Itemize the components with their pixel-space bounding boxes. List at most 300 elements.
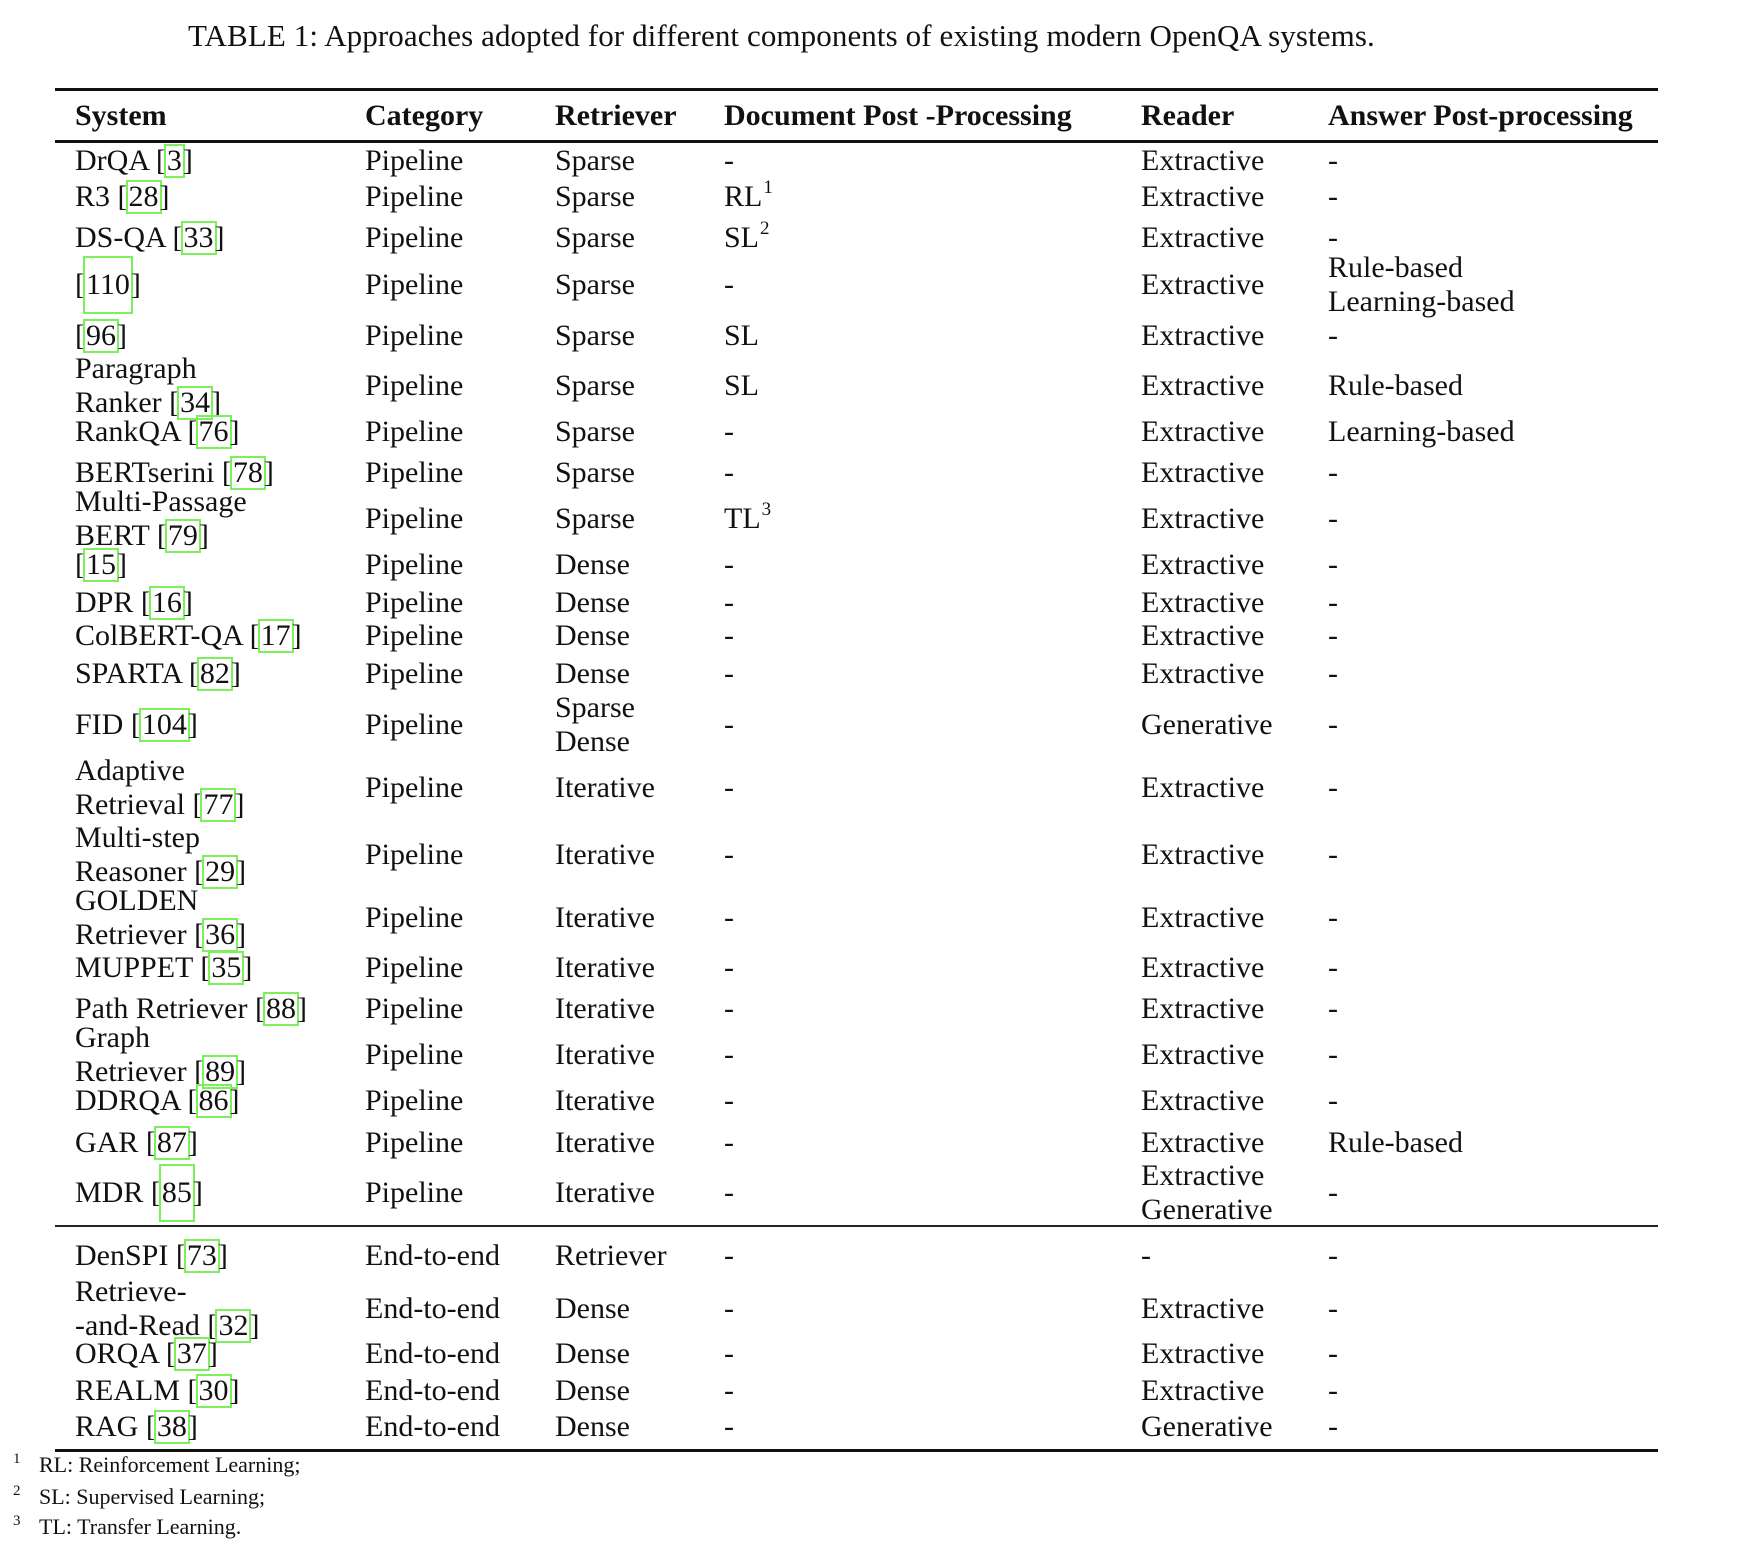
cell-retriever [555,1030,655,1080]
header-category: Category [365,99,484,132]
cell-document-post-processing [724,1333,734,1374]
cell-category [365,754,463,821]
cell-category-text: Pipeline [365,619,464,652]
cell-category-text: Pipeline [365,548,464,581]
citation-link[interactable]: 33 [183,220,214,254]
cell-category [365,1228,500,1284]
cell-document-post-processing [724,1164,734,1222]
cell-document-post-processing [724,1284,734,1333]
cell-document-post-processing-text: - [724,144,734,177]
cell-category-text: Pipeline [365,707,464,741]
cell-retriever [555,1080,655,1122]
cell-reader [1141,411,1264,452]
cell-reader-text: Extractive [1141,456,1265,489]
cell-category [365,494,463,544]
cell-system [75,1407,198,1446]
cell-reader-text: - [1141,1239,1151,1272]
cell-reader-text: Extractive [1141,267,1265,301]
cell-document-post-processing-text: - [724,456,734,489]
system-name-line: DDRQA [86] [75,1084,240,1117]
cell-retriever [555,452,635,494]
citation-link[interactable]: 85 [161,1166,193,1220]
cell-answer-post-processing [1328,310,1338,361]
header-system: System [75,99,167,132]
system-name-line: Reasoner [29] [75,854,247,888]
cell-reader-text: Extractive [1141,1038,1265,1071]
citation-link[interactable]: 77 [203,787,234,821]
cell-reader [1141,452,1264,494]
cell-document-post-processing-text: - [724,414,734,448]
system-name-line: Multi-Passage [75,485,247,518]
citation-link[interactable]: 37 [176,1336,207,1370]
cell-retriever [555,690,635,758]
cell-retriever-text: Dense [555,657,630,690]
citation-link[interactable]: 87 [156,1126,187,1159]
cell-answer-post-processing [1328,653,1338,695]
system-name-line: Retriever [89] [75,1055,247,1088]
system-name-line: GAR [87] [75,1126,198,1159]
cell-category [365,586,463,619]
cell-document-post-processing-text: - [724,1291,734,1325]
cell-answer-post-processing-text: - [1328,1038,1338,1071]
cell-reader-text: Extractive [1141,657,1265,690]
cell-category-text: Pipeline [365,657,464,690]
footnote-item: 1 RL: Reinforcement Learning; [13,1451,301,1477]
system-name-line: DS-QA [33] [75,220,225,254]
cell-answer-post-processing [1328,586,1338,619]
cell-retriever [555,216,635,259]
cell-reader-text: Extractive [1141,1336,1265,1370]
cell-reader-text: Extractive [1141,180,1265,213]
cell-reader-text: Extractive [1141,950,1265,984]
cell-category [365,178,463,216]
cell-document-post-processing [724,216,770,259]
cell-document-post-processing-text: - [724,267,734,301]
citation-link[interactable]: 30 [198,1373,229,1407]
cell-category-text: Pipeline [365,1038,464,1071]
cell-reader [1141,1080,1264,1122]
cell-reader-text: Extractive [1141,369,1265,402]
cell-reader [1141,1122,1264,1164]
cell-document-post-processing [724,1030,734,1080]
cell-reader-text: Extractive [1141,502,1265,535]
cell-category-text: Pipeline [365,1126,464,1159]
cell-retriever [555,1228,667,1284]
cell-answer-post-processing [1328,494,1338,544]
cell-answer-post-processing [1328,1284,1338,1333]
cell-answer-post-processing-text: Learning-based [1328,284,1515,318]
cell-answer-post-processing [1328,1228,1338,1284]
cell-reader-text: Extractive [1141,992,1265,1025]
cell-retriever-text: Dense [555,619,630,652]
cell-reader [1141,544,1264,586]
cell-retriever-text: Iterative [555,900,655,934]
cell-retriever [555,619,630,653]
cell-category-text: End-to-end [365,1239,500,1272]
cell-category [365,1407,500,1446]
citation-link[interactable]: 28 [128,180,159,213]
cell-document-post-processing [724,144,734,178]
cell-document-post-processing [724,310,759,361]
cell-system [75,1122,198,1164]
citation-link[interactable]: 3 [166,144,182,177]
cell-reader [1141,947,1264,988]
cell-retriever-text: Sparse [555,220,635,254]
table-caption: TABLE 1: Approaches adopted for different components of existing modern OpenQA systems. [188,18,1375,53]
citation-link[interactable]: 88 [265,992,296,1025]
cell-category-text: End-to-end [365,1409,500,1443]
cell-document-post-processing-text: - [724,1373,734,1407]
cell-answer-post-processing [1328,361,1463,411]
cell-document-post-processing-text: SL$^2$ [724,217,770,254]
footnote-marker: 2 [760,217,770,239]
system-name-line: BERT [79] [75,519,209,552]
cell-retriever [555,947,655,988]
cell-answer-post-processing-text: - [1328,456,1338,489]
cell-answer-post-processing-text: - [1328,548,1338,581]
cell-reader-text: Extractive [1141,619,1265,652]
cell-answer-post-processing [1328,988,1338,1030]
cell-retriever [555,1122,655,1164]
cell-answer-post-processing-text: Learning-based [1328,414,1515,448]
header-document-post-processing: Document Post -Processing [724,99,1072,132]
cell-reader [1141,988,1264,1030]
cell-retriever-text: Dense [555,1291,630,1325]
cell-reader-text: Extractive [1141,548,1265,581]
citation-link[interactable]: 110 [85,258,131,312]
cell-answer-post-processing-text: - [1328,1409,1338,1443]
cell-answer-post-processing-text: - [1328,318,1338,352]
system-name-line: Adaptive [75,753,185,787]
cell-document-post-processing [724,1080,734,1122]
cell-category-text: Pipeline [365,1084,464,1117]
cell-reader [1141,144,1264,178]
citation-link[interactable]: 16 [151,585,182,619]
cell-document-post-processing-text: RL$^1$ [724,177,773,213]
cell-system [75,619,302,653]
system-name-line: Ranker [34] [75,386,222,419]
cell-retriever-text: Iterative [555,1038,655,1071]
cell-retriever-text: Sparse [555,267,635,301]
system-name-line: [15] [75,548,127,581]
system-name-line: Path Retriever [88] [75,992,307,1025]
cell-answer-post-processing-text: - [1328,900,1338,934]
cell-document-post-processing-text: - [724,548,734,581]
cell-document-post-processing [724,411,734,452]
citation-link[interactable]: 73 [186,1239,217,1272]
cell-document-post-processing-text: - [724,1176,734,1209]
cell-retriever-text: Sparse [555,456,635,489]
cell-answer-post-processing-text: - [1328,837,1338,871]
cell-document-post-processing [724,1407,734,1446]
cell-answer-post-processing-text: - [1328,992,1338,1025]
cell-answer-post-processing [1328,544,1338,586]
cell-category-text: Pipeline [365,502,464,535]
cell-category-text: Pipeline [365,950,464,984]
cell-retriever [555,259,635,310]
cell-category-text: Pipeline [365,585,464,619]
cell-answer-post-processing [1328,1407,1338,1446]
cell-category-text: Pipeline [365,318,464,352]
cell-system [75,485,247,552]
cell-category [365,1374,500,1407]
cell-retriever [555,361,635,411]
cell-document-post-processing-text: - [724,992,734,1025]
cell-system [75,1080,240,1122]
system-name-line: DPR [16] [75,585,193,619]
cell-reader [1141,586,1264,619]
cell-document-post-processing-text: - [724,657,734,690]
footnote-marker: 1 [763,177,773,198]
cell-retriever [555,310,635,361]
cell-document-post-processing [724,653,734,695]
cell-category [365,1080,463,1122]
cell-retriever-text: Dense [555,1373,630,1407]
cell-document-post-processing-text: - [724,950,734,984]
cell-system [75,178,170,216]
cell-reader-text: Generative [1141,1193,1273,1226]
cell-category-text: End-to-end [365,1336,500,1370]
cell-document-post-processing [724,452,734,494]
citation-link[interactable]: 15 [86,548,116,581]
cell-document-post-processing-text: - [724,770,734,804]
cell-document-post-processing [724,754,734,821]
cell-reader [1141,361,1264,411]
cell-category-text: Pipeline [365,369,464,402]
system-name-line: Retrieval [77] [75,787,245,821]
cell-answer-post-processing-text: - [1328,619,1338,652]
cell-category [365,947,463,988]
system-name-line: MUPPET [35] [75,950,253,984]
cell-system [75,1333,218,1374]
cell-document-post-processing [724,947,734,988]
cell-reader [1141,310,1264,361]
citation-link[interactable]: 38 [156,1409,187,1443]
system-name-line: FID [104] [75,707,198,741]
cell-reader-text: Extractive [1141,770,1265,804]
cell-document-post-processing-text: - [724,837,734,871]
cell-answer-post-processing [1328,754,1338,821]
cell-answer-post-processing [1328,411,1515,452]
cell-document-post-processing-text: - [724,900,734,934]
cell-system [75,411,240,452]
citation-link[interactable]: 29 [205,854,236,888]
system-name-line: MDR [85] [75,1166,203,1220]
cell-system [75,1374,240,1407]
cell-retriever-text: Dense [555,1336,630,1370]
citation-link[interactable]: 35 [211,950,242,984]
cell-category-text: Pipeline [365,267,464,301]
cell-document-post-processing-text: - [724,619,734,652]
cell-category [365,695,463,754]
cell-document-post-processing [724,619,734,653]
citation-link[interactable]: 32 [218,1308,249,1342]
cell-retriever-text: Dense [555,724,630,758]
cell-answer-post-processing-text: - [1328,1373,1338,1407]
cell-retriever [555,586,630,619]
cell-reader [1141,821,1264,888]
cell-reader [1141,754,1264,821]
cell-answer-post-processing-text: - [1328,770,1338,804]
cell-retriever [555,821,655,888]
citation-link[interactable]: 96 [86,318,116,352]
cell-answer-post-processing [1328,1333,1338,1374]
cell-reader-text: Extractive [1141,1373,1265,1407]
cell-document-post-processing [724,361,759,411]
cell-reader-text: Extractive [1141,144,1265,177]
cell-category [365,1284,500,1333]
system-name-line: DenSPI [73] [75,1239,228,1272]
cell-retriever-text: Dense [555,548,630,581]
citation-link[interactable]: 82 [199,657,230,690]
citation-link[interactable]: 89 [205,1055,236,1088]
cell-answer-post-processing-text: - [1328,180,1338,213]
cell-document-post-processing-text: - [724,585,734,619]
cell-reader [1141,1159,1273,1226]
cell-retriever [555,1374,630,1407]
system-name-line: Multi-step [75,820,200,854]
cell-retriever-text: Iterative [555,1176,655,1209]
cell-category [365,1122,463,1164]
cell-category [365,452,463,494]
cell-system [75,352,222,419]
cell-answer-post-processing [1328,1374,1338,1407]
cell-answer-post-processing-text: - [1328,1291,1338,1325]
citation-link[interactable]: 79 [167,519,198,552]
citation-link[interactable]: 36 [205,917,236,951]
cell-category [365,259,463,310]
cell-category [365,1030,463,1080]
citation-link[interactable]: 86 [198,1084,229,1117]
cell-reader-text: Extractive [1141,900,1265,934]
cell-system [75,821,246,888]
cell-retriever [555,494,635,544]
cell-document-post-processing [724,544,734,586]
citation-link[interactable]: 17 [260,619,291,652]
system-name-line: GOLDEN [75,883,199,917]
footnote-text: TL: Transfer Learning. [39,1514,242,1539]
system-name-line: Retriever [36] [75,917,247,951]
cell-answer-post-processing [1328,947,1338,988]
cell-answer-post-processing-text: - [1328,1084,1338,1117]
cell-retriever-text: Sparse [555,318,635,352]
system-name-line: SPARTA [82] [75,657,241,690]
cell-document-post-processing-text: - [724,707,734,741]
header-retriever: Retriever [555,99,677,132]
cell-system [75,1274,260,1342]
cell-retriever [555,544,630,586]
cell-reader-text: Extractive [1141,1291,1265,1325]
cell-category [365,144,463,178]
cell-retriever-text: Sparse [555,369,635,402]
cell-category-text: Pipeline [365,992,464,1025]
header-reader: Reader [1141,99,1235,132]
cell-retriever-text: Sparse [555,502,635,535]
cell-reader [1141,1407,1273,1446]
cell-reader-text: Generative [1141,707,1273,741]
cell-reader [1141,695,1273,754]
cell-category [365,1164,463,1222]
system-name-line: ORQA [37] [75,1336,218,1370]
system-name-line: Retrieve- [75,1274,187,1308]
system-name-line: [96] [75,318,127,352]
cell-reader [1141,178,1264,216]
cell-retriever [555,754,655,821]
cell-category-text: Pipeline [365,1176,464,1209]
cell-answer-post-processing [1328,821,1338,888]
cell-system [75,883,247,951]
cell-reader [1141,1284,1264,1333]
cell-retriever [555,178,635,216]
cell-system [75,653,241,695]
cell-reader-text: Extractive [1141,1126,1265,1159]
cell-answer-post-processing-text: Rule-based [1328,369,1463,402]
cell-system [75,586,193,619]
cell-document-post-processing [724,695,734,754]
cell-system [75,1164,203,1222]
cell-reader [1141,888,1264,947]
cell-reader-text: Extractive [1141,1159,1265,1192]
cell-reader-text: Extractive [1141,414,1265,448]
cell-category [365,653,463,695]
cell-category-text: Pipeline [365,900,464,934]
cell-document-post-processing [724,178,773,216]
cell-system [75,1021,247,1088]
cell-answer-post-processing-text: - [1328,950,1338,984]
cell-answer-post-processing [1328,1122,1463,1164]
citation-link[interactable]: 104 [141,707,187,741]
cell-category-text: Pipeline [365,144,464,177]
cell-answer-post-processing [1328,452,1338,494]
cell-retriever [555,1333,630,1374]
cell-system [75,754,244,821]
citation-link[interactable]: 76 [198,414,229,448]
cell-document-post-processing [724,586,734,619]
citation-link[interactable]: 78 [232,456,263,489]
cell-document-post-processing [724,821,734,888]
cell-category [365,619,463,653]
cell-category-text: Pipeline [365,220,464,254]
citation-link[interactable]: 34 [180,386,211,419]
cell-reader-text: Generative [1141,1409,1273,1443]
cell-document-post-processing-text: TL$^3$ [724,499,772,535]
cell-retriever [555,1284,630,1333]
cell-document-post-processing [724,1374,734,1407]
cell-reader [1141,1228,1151,1284]
cell-retriever-text: Retriever [555,1239,667,1272]
cell-retriever [555,411,635,452]
cell-answer-post-processing [1328,695,1338,754]
cell-reader-text: Extractive [1141,318,1265,352]
cell-answer-post-processing [1328,1080,1338,1122]
cell-retriever-text: Dense [555,1409,630,1443]
cell-answer-post-processing-text: - [1328,585,1338,619]
cell-category [365,411,463,452]
cell-category [365,821,463,888]
cell-retriever-text: Iterative [555,770,655,804]
system-name-line: REALM [30] [75,1373,240,1407]
cell-answer-post-processing [1328,619,1338,653]
cell-system [75,259,141,310]
system-name-line: Graph [75,1021,150,1054]
cell-document-post-processing-text: - [724,1126,734,1159]
cell-category [365,361,463,411]
cell-retriever-text: Iterative [555,950,655,984]
cell-reader [1141,653,1264,695]
cell-reader-text: Extractive [1141,1084,1265,1117]
cell-retriever-text: Iterative [555,992,655,1025]
cell-answer-post-processing [1328,250,1515,318]
